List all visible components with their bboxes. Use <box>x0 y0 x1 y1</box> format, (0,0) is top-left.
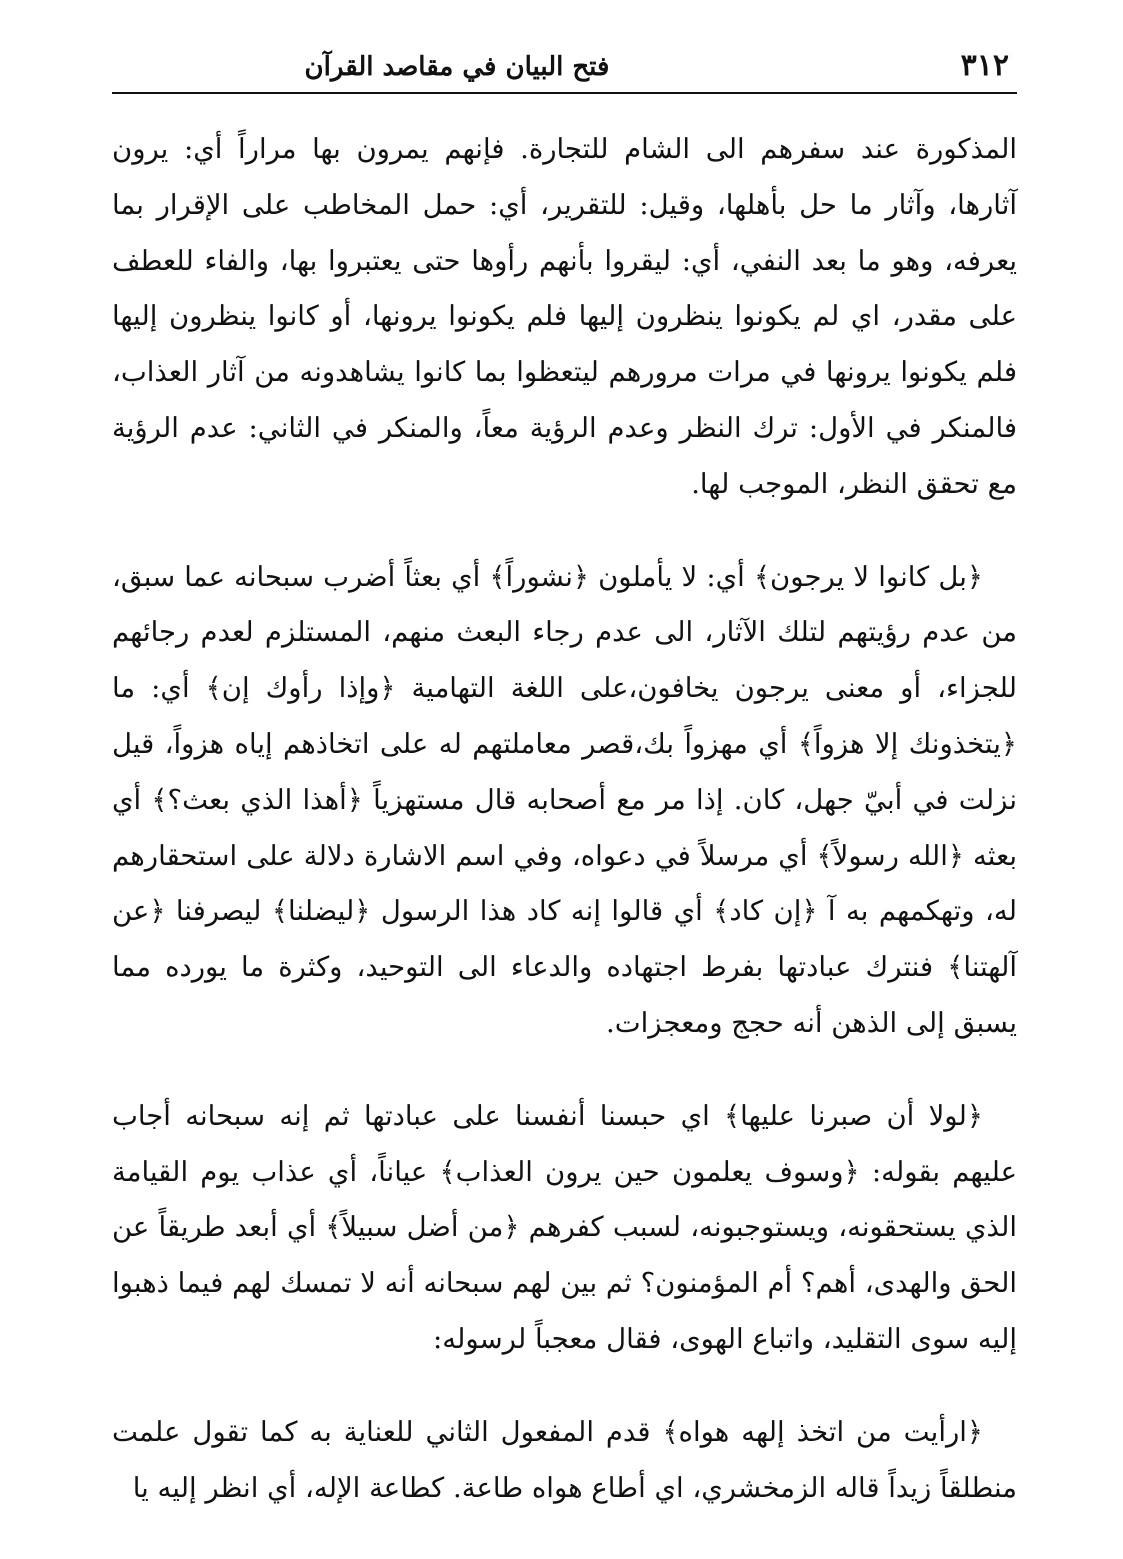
paragraph-1: المذكورة عند سفرهم الى الشام للتجارة. فإنهم يمرون بها مراراً أي: يرون آثارها، وآثار ما حل بأهلها، وقيل: للتقرير، أي: حمل المخاطب على الإقرار بما يعرفه، وهو ما بعد النفي، أي: ليقروا بأنهم رأوها حتى يعتبروا بها، والفاء للعطف على مقدر، اي لم يكونوا ينظرون إليها فلم يكونوا يرونها، أو كانوا ينظرون إليها فلم يكونوا يرونها في مرات مرورهم ليتعظوا بما كانوا يشاهدونه من آثار العذاب، فالمنكر في الأول: ترك النظر وعدم الرؤية معاً، والمنكر في الثاني: عدم الرؤية مع تحقق النظر، الموجب لها. <box>112 133 1017 500</box>
page-header <box>112 40 1017 94</box>
paragraph-3: ﴿لولا أن صبرنا عليها﴾ اي حبسنا أنفسنا على عبادتها ثم إنه سبحانه أجاب عليهم بقوله: ﴿وسوف يعلمون حين يرون العذاب﴾ عياناً، أي عذاب يوم القيامة الذي يستحقونه، ويستوجبونه، لسبب كفرهم ﴿من أضل سبيلاً﴾ أي أبعد طريقاً عن الحق والهدى، أهم؟ أم المؤمنون؟ ثم بين لهم سبحانه أنه لا تمسك لهم فيما ذهبوا إليه سوى التقليد، واتباع الهوى، فقال معجباً لرسوله: <box>112 1099 1017 1355</box>
book-page <box>112 40 1017 1520</box>
page-number: ٣١٢ <box>960 48 1009 83</box>
paragraph-4: ﴿ارأيت من اتخذ إلهه هواه﴾ قدم المفعول الثاني للعناية به كما تقول علمت منطلقاً زيداً قاله الزمخشري، اي أطاع هواه طاعة. كطاعة الإله، أي انظر إليه يا <box>112 1415 1017 1504</box>
paragraph-2: ﴿بل كانوا لا يرجون﴾ أي: لا يأملون ﴿نشوراً﴾ أي بعثاً أضرب سبحانه عما سبق، من عدم رؤيتهم لتلك الآثار، الى عدم رجاء البعث منهم، المستلزم لعدم رجائهم للجزاء، أو معنى يرجون يخافون،على اللغة التهامية ﴿وإذا رأوك إن﴾ أي: ما ﴿يتخذونك إلا هزواً﴾ أي مهزواً بك،قصر معاملتهم له على اتخاذهم إياه هزواً، قيل نزلت في أبيّ جهل، كان. إذا مر مع أصحابه قال مستهزياً ﴿أهذا الذي بعث؟﴾ أي بعثه ﴿الله رسولاً﴾ أي مرسلاً في دعواه، وفي اسم الاشارة دلالة على استحقارهم له، وتهكمهم به آ ﴿إن كاد﴾ أي قالوا إنه كاد هذا الرسول ﴿ليضلنا﴾ ليصرفنا ﴿عن آلهتنا﴾ فنترك عبادتها بفرط اجتهاده والدعاء الى التوحيد، وكثرة ما يورده مما يسبق إلى الذهن أنه حجج ومعجزات. <box>112 560 1017 1039</box>
page-body <box>112 122 1017 1516</box>
running-title: فتح البيان في مقاصد القرآن <box>304 52 610 82</box>
